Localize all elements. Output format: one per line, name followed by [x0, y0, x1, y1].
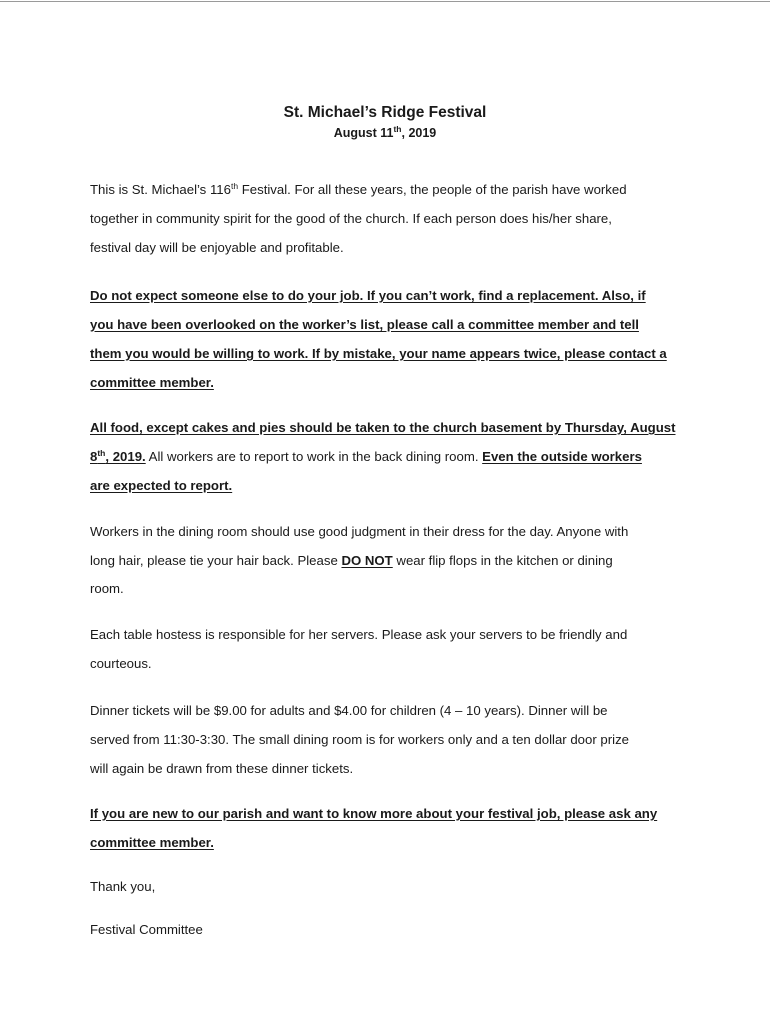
para3-line1: All food, except cakes and pies should be taken to the church basement by Thursday, August	[90, 420, 676, 435]
para2-line1: Do not expect someone else to do your job. If you can’t work, find a replacement. Also, if	[90, 288, 646, 303]
para4-line2	[90, 553, 613, 569]
para5-line2: courteous.	[90, 656, 152, 671]
para1-line1	[90, 182, 627, 198]
para2-line4: committee member.	[90, 375, 214, 390]
para4-line1: Workers in the dining room should use good judgment in their dress for the day. Anyone with	[90, 524, 629, 539]
para1-line1-b: Festival. For all these years, the people of the parish have worked	[238, 182, 627, 197]
para3-date	[90, 449, 146, 464]
document-date	[90, 126, 680, 140]
para6-line3: will again be drawn from these dinner tickets.	[90, 761, 354, 776]
scan-top-edge	[0, 1, 770, 2]
para3-date-day: 8	[90, 449, 98, 464]
para3-line3: are expected to report.	[90, 478, 233, 493]
date-suffix: , 2019	[401, 126, 437, 140]
para6-line1: Dinner tickets will be $9.00 for adults and $4.00 for children (4 – 10 years). Dinner will be	[90, 703, 608, 718]
para4-do-not: DO NOT	[341, 553, 393, 568]
para4-line3: room.	[90, 581, 124, 596]
para1-line2: together in community spirit for the good of the church. If each person does his/her share,	[90, 211, 612, 226]
closing-signature: Festival Committee	[90, 922, 203, 937]
para3-line2-emphasis: Even the outside workers	[482, 449, 642, 464]
date-prefix: August 11	[333, 126, 394, 140]
para7-line1: If you are new to our parish and want to know more about your festival job, please ask any	[90, 806, 658, 821]
para4-line2-c: wear flip flops in the kitchen or dining	[392, 553, 613, 568]
para3-line2-plain: All workers are to report to work in the back dining room.	[145, 449, 483, 464]
document-title: St. Michael’s Ridge Festival	[283, 104, 487, 121]
para3-date-superscript: th	[97, 448, 106, 458]
para7-line2: committee member.	[90, 835, 214, 850]
para3-date-year: , 2019.	[105, 449, 146, 464]
para1-superscript: th	[230, 181, 239, 191]
para6-line2: served from 11:30-3:30. The small dining room is for workers only and a ten dollar door prize	[90, 732, 629, 747]
para1-line1-a: This is St. Michael’s 116	[90, 182, 231, 197]
para1-line3: festival day will be enjoyable and profitable.	[90, 240, 344, 255]
para2-line2: you have been overlooked on the worker’s list, please call a committee member and tell	[90, 317, 639, 332]
para4-line2-a: long hair, please tie your hair back. Please	[90, 553, 342, 568]
para5-line1: Each table hostess is responsible for her servers. Please ask your servers to be friendly and	[90, 627, 628, 642]
para3-line2	[90, 449, 642, 465]
para2-line3: them you would be willing to work. If by mistake, your name appears twice, please contact a	[90, 346, 667, 361]
closing-thanks: Thank you,	[90, 879, 156, 894]
date-superscript: th	[393, 124, 402, 134]
